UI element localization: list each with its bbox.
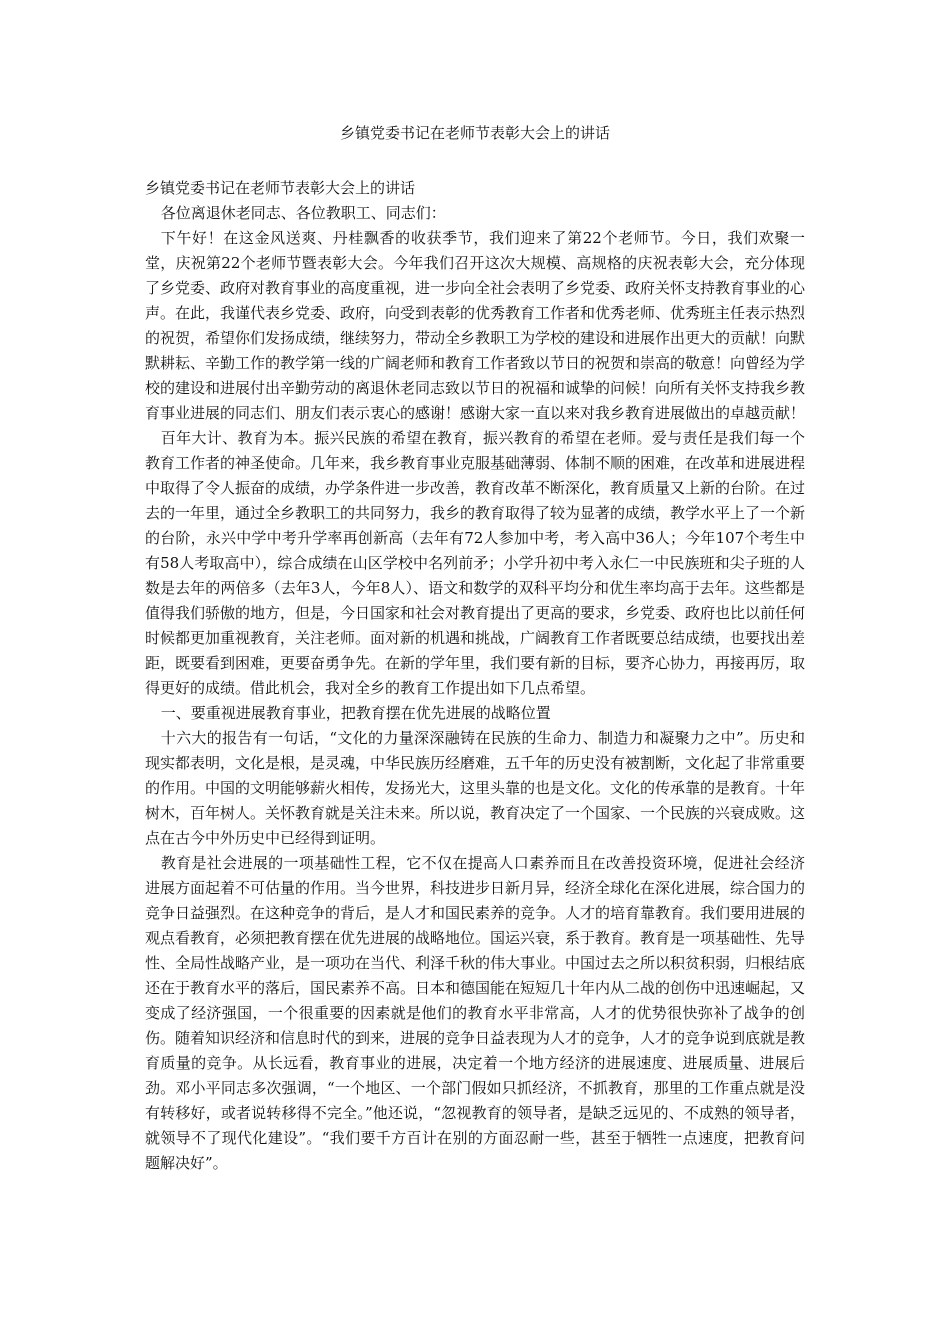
section-heading-1: 一、要重视进展教育事业，把教育摆在优先进展的战略位置 — [160, 704, 551, 722]
document-subtitle: 乡镇党委书记在老师节表彰大会上的讲话 — [145, 179, 416, 197]
paragraph-achievements: 百年大计、教育为本。振兴民族的希望在教育，振兴教育的希望在老师。爱与责任是我们每一个教育工作者的神圣使命。几年来，我乡教育事业克服基础薄弱、体制不顺的困难，在改革和进展进程中取得了令人振奋的成绩，办学条件进一步改善，教育改革不断深化，教育质量又上新的台阶。在过去的一年里，通过全乡教职工的共同努力，我乡的教育取得了较为显著的成绩，教学水平上了一个新的台阶，永兴中学中考升学率再创新高（去年有72人参加中考，考入高中36人；今年107个考生中有58人考取高中），综合成绩在山区学校中名列前矛；小学升初中考入永仁一中民族班和尖子班的人数是去年的两倍多（去年3人，今年8人）、语文和数学的双科平均分和优生率均高于去年。这些都是值得我们骄傲的地方，但是，今日国家和社会对教育提出了更高的要求，乡党委、政府也比以前任何时候都更加重视教育，关注老师。面对新的机遇和挑战，广阔教育工作者既要总结成绩，也要找出差距，既要看到困难，更要奋勇争先。在新的学年里，我们要有新的目标，要齐心协力，再接再厉，取得更好的成绩。借此机会，我对全乡的教育工作提出如下几点希望。 — [145, 429, 806, 697]
paragraph-greeting: 下午好！在这金风送爽、丹桂飘香的收获季节，我们迎来了第22个老师节。今日，我们欢聚一堂，庆祝第22个老师节暨表彰大会。今年我们召开这次大规模、高规格的庆祝表彰大会，充分体现了乡党委、政府对教育事业的高度重视，进一步向全社会表明了乡党委、政府关怀支持教育事业的心声。在此，我谨代表乡党委、政府，向受到表彰的优秀教育工作者和优秀老师、优秀班主任表示热烈的祝贺，希望你们发扬成绩，继续努力，带动全乡教职工为学校的建设和进展作出更大的贡献！向默默耕耘、辛勤工作的教学第一线的广阔老师和教育工作者致以节日的祝贺和崇高的敬意！向曾经为学校的建设和进展付出辛勤劳动的离退休老同志致以节日的祝福和诚挚的问候！向所有关怀支持我乡教育事业进展的同志们、朋友们表示衷心的感谢！感谢大家一直以来对我乡教育进展做出的卓越贡献！ — [145, 229, 806, 422]
paragraph-culture: 十六大的报告有一句话，“文化的力量深深融铸在民族的生命力、制造力和凝聚力之中”。历史和现实都表明，文化是根，是灵魂，中华民族历经磨难，五千年的历史没有被割断，文化起了非常重要的作用。中国的文明能够薪火相传，发扬光大，这里头靠的也是文化。文化的传承靠的是教育。十年树木，百年树人。关怀教育就是关注未来。所以说，教育决定了一个国家、一个民族的兴衰成败。这点在古今中外历史中已经得到证明。 — [145, 729, 806, 847]
document-title: 乡镇党委书记在老师节表彰大会上的讲话 — [339, 124, 610, 142]
paragraph-education-priority: 教育是社会进展的一项基础性工程，它不仅在提高人口素养而且在改善投资环境，促进社会经济进展方面起着不可估量的作用。当今世界，科技进步日新月异，经济全球化在深化进展，综合国力的竞争日益强烈。在这种竞争的背后，是人才和国民素养的竞争。人才的培育靠教育。我们要用进展的观点看教育，必须把教育摆在优先进展的战略地位。国运兴衰，系于教育。教育是一项基础性、先导性、全局性战略产业，是一项功在当代、利泽千秋的伟大事业。中国过去之所以积贫积弱，归根结底还在于教育水平的落后，国民素养不高。日本和德国能在短短几十年内从二战的创伤中迅速崛起，又变成了经济强国，一个很重要的因素就是他们的教育水平非常高，人才的优势很快弥补了战争的创伤。随着知识经济和信息时代的到来，进展的竞争日益表现为人才的竞争，人才的竞争说到底就是教育质量的竞争。从长远看，教育事业的进展，决定着一个地方经济的进展速度、进展质量、进展后劲。邓小平同志多次强调，“一个地区、一个部门假如只抓经济，不抓教育，那里的工作重点就是没有转移好，或者说转移得不完全。”他还说，“忽视教育的领导者，是缺乏远见的、不成熟的领导者，就领导不了现代化建设”。“我们要千方百计在别的方面忍耐一些，甚至于牺牲一点速度，把教育问题解决好”。 — [145, 854, 806, 1172]
salutation: 各位离退休老同志、各位教职工、同志们： — [160, 204, 446, 222]
document-body — [145, 176, 805, 1176]
